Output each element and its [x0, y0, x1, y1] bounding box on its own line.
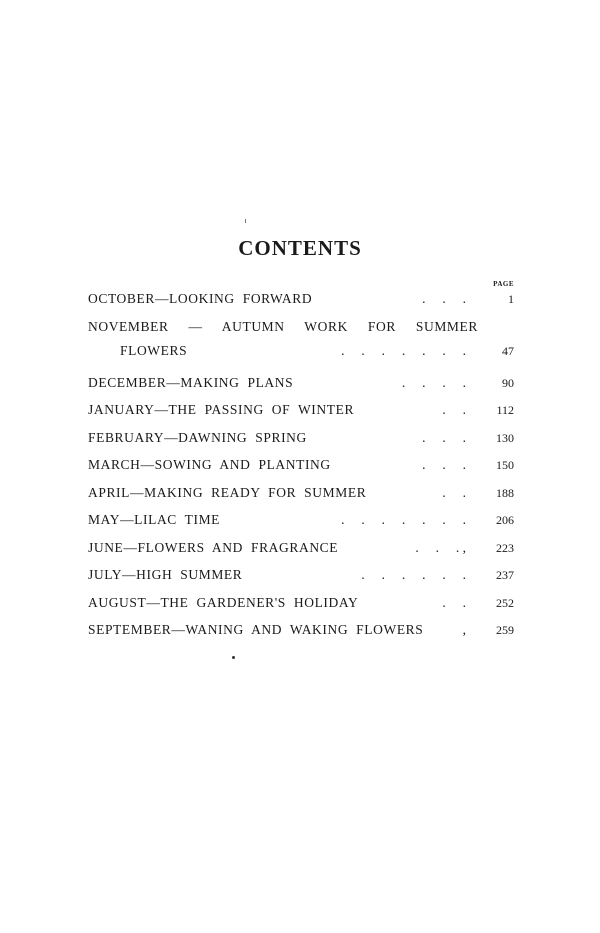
toc-entry-july: [88, 566, 514, 594]
toc-entry-december: [88, 374, 514, 402]
toc-entry-august: [88, 594, 514, 622]
dot-leader: . . . .: [401, 374, 466, 390]
dot-leader: . .: [442, 594, 466, 610]
table-of-contents: [88, 290, 514, 649]
entry-title: DECEMBER—MAKING PLANS: [88, 374, 294, 390]
page-number: 188: [496, 485, 514, 500]
page-number: 90: [502, 375, 514, 390]
dot-leader: . . .: [422, 429, 466, 445]
dot-leader: . .: [442, 484, 466, 500]
ink-speck: [232, 656, 235, 659]
toc-entry-january: [88, 401, 514, 429]
page-number: 259: [496, 623, 514, 637]
toc-entry-october: [88, 290, 514, 318]
page-column-label: PAGE: [493, 280, 514, 288]
page-number: 252: [496, 595, 514, 610]
page-number: 150: [496, 458, 514, 472]
dot-leader: . . . . . . .: [341, 342, 466, 358]
toc-entry-november: [88, 318, 514, 374]
entry-title: APRIL—MAKING READY FOR SUMMER: [88, 484, 367, 500]
dot-leader: ,: [462, 622, 466, 637]
toc-entry-june: [88, 539, 514, 567]
toc-entry-april: [88, 484, 514, 512]
page-number: 1: [508, 292, 514, 306]
ink-speck: [245, 219, 246, 223]
page-title: CONTENTS: [238, 236, 362, 260]
toc-entry-september: [88, 621, 514, 649]
toc-entry-march: [88, 456, 514, 484]
entry-title: FEBRUARY—DAWNING SPRING: [88, 429, 307, 445]
entry-title: JULY—HIGH SUMMER: [88, 567, 243, 582]
dot-leader: . . . . . .: [361, 567, 466, 582]
dot-leader: . . .: [422, 291, 466, 306]
page-number: 112: [496, 403, 514, 417]
dot-leader: . . . . . . .: [341, 512, 466, 527]
dot-leader: . . .: [422, 457, 466, 472]
page-number: 130: [496, 430, 514, 445]
entry-title: SEPTEMBER—WANING AND WAKING FLOWERS: [88, 622, 424, 637]
toc-entry-february: [88, 429, 514, 457]
dot-leader: . .: [442, 402, 466, 417]
entry-title: MARCH—SOWING AND PLANTING: [88, 457, 331, 472]
entry-title-continuation: FLOWERS: [120, 342, 188, 358]
entry-title: AUGUST—THE GARDENER'S HOLIDAY: [88, 594, 359, 610]
entry-title: JUNE—FLOWERS AND FRAGRANCE: [88, 539, 339, 555]
toc-entry-may: [88, 511, 514, 539]
entry-title: OCTOBER—LOOKING FORWARD: [88, 291, 313, 306]
dot-leader: . . . ,: [415, 539, 466, 555]
page-number: 206: [496, 513, 514, 527]
entry-title: MAY—LILAC TIME: [88, 512, 221, 527]
entry-title: JANUARY—THE PASSING OF WINTER: [88, 402, 355, 417]
page-number: 237: [496, 568, 514, 582]
page-number: 223: [496, 540, 514, 555]
page-number: 47: [502, 343, 514, 358]
entry-title: NOVEMBER — AUTUMN WORK FOR SUMMER: [88, 318, 478, 334]
